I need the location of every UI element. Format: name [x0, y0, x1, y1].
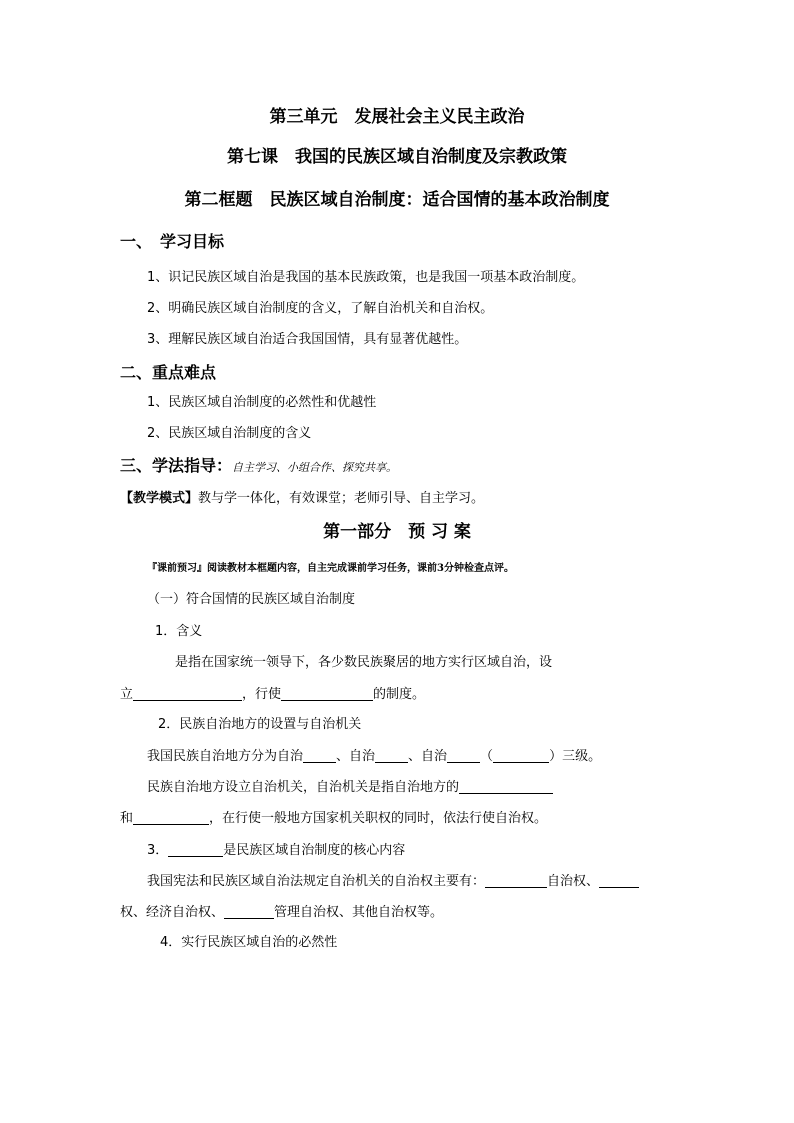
fill-blank[interactable] — [599, 874, 639, 888]
question-4-label: 4．实行民族区域自治的必然性 — [160, 935, 338, 950]
section-heading: （一）符合国情的民族区域自治制度 — [147, 592, 356, 607]
fill-blank[interactable] — [168, 843, 223, 857]
preview-instruction: 『课前预习』阅读教材本框题内容，自主完成课前学习任务，课前3分钟检查点评。 — [147, 563, 514, 574]
question-3-line-1: 我国宪法和民族区域自治法规定自治机关的自治权主要有： 自治权、 — [147, 874, 639, 888]
question-2-label: 2．民族自治地方的设置与自治机关 — [158, 717, 362, 732]
method-line — [120, 458, 397, 474]
fill-blank[interactable] — [459, 780, 553, 794]
fill-blank[interactable] — [493, 749, 549, 763]
fill-blank[interactable] — [224, 905, 274, 919]
fill-blank[interactable] — [281, 687, 373, 701]
fill-blank[interactable] — [447, 749, 480, 763]
fill-blank[interactable] — [133, 811, 209, 825]
mode-text: 教与学一体化，有效课堂；老师引导、自主学习。 — [198, 491, 485, 506]
key-point-item: 2、民族区域自治制度的含义 — [147, 426, 312, 441]
fill-blank[interactable] — [485, 874, 547, 888]
mode-line — [120, 489, 484, 505]
method-text: 自主学习、小组合作、探究共享。 — [232, 461, 398, 474]
question-1-line-2: 立 ，行使 的制度。 — [120, 687, 426, 702]
question-2-line-1: 我国民族自治地方分为自治 、自治 、自治 （ ）三级。 — [147, 749, 602, 764]
key-points-heading: 二、重点难点 — [120, 363, 217, 382]
mode-label: 【教学模式】 — [120, 491, 199, 506]
question-2-line-2: 民族自治地方设立自治机关，自治机关是指自治地方的 — [147, 780, 553, 794]
objectives-heading: 一、 学习目标 — [120, 232, 225, 251]
part-one-title: 第一部分 预 习 案 — [323, 522, 471, 542]
question-1-label: 1．含义 — [155, 624, 203, 639]
objective-item: 3、理解民族区域自治适合我国国情，具有显著优越性。 — [147, 332, 468, 347]
unit-title: 第三单元 发展社会主义民主政治 — [269, 107, 525, 127]
frame-title: 第二框题 民族区域自治制度：适合国情的基本政治制度 — [184, 190, 610, 210]
fill-blank[interactable] — [133, 687, 242, 701]
lesson-title: 第七课 我国的民族区域自治制度及宗教政策 — [227, 147, 567, 167]
key-point-item: 1、民族区域自治制度的必然性和优越性 — [147, 395, 377, 410]
fill-blank[interactable] — [375, 749, 408, 763]
question-1-line-1: 是指在国家统一领导下，各少数民族聚居的地方实行区域自治，设 — [175, 655, 553, 670]
method-heading: 三、学法指导： — [120, 456, 233, 475]
question-3-line-2: 权、经济自治权、 管理自治权、其他自治权等。 — [120, 905, 444, 920]
question-2-line-3: 和 ，在行使一般地方国家机关职权的同时，依法行使自治权。 — [120, 811, 548, 826]
objective-item: 2、明确民族区域自治制度的含义，了解自治机关和自治权。 — [147, 301, 494, 316]
question-3-label: 3． 是民族区域自治制度的核心内容 — [147, 843, 406, 858]
fill-blank[interactable] — [303, 749, 336, 763]
objective-item: 1、识记民族区域自治是我国的基本民族政策，也是我国一项基本政治制度。 — [147, 270, 585, 285]
